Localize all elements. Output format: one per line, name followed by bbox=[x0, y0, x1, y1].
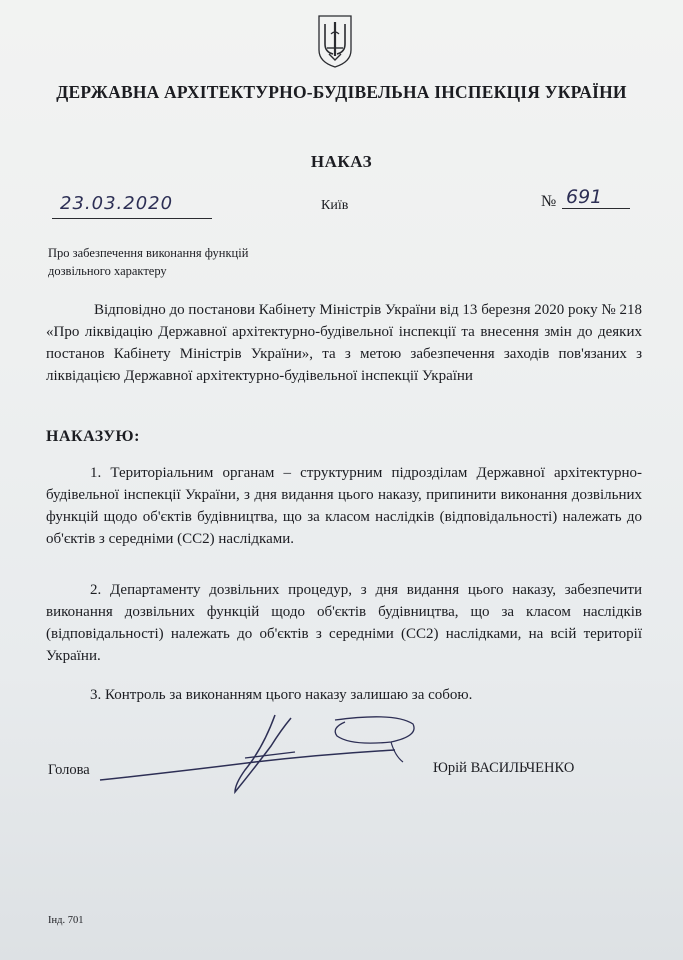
handwritten-signature bbox=[95, 700, 425, 800]
number-underline bbox=[562, 208, 630, 209]
document-city: Київ bbox=[321, 198, 349, 213]
document-date: 23.03.2020 bbox=[60, 193, 174, 214]
document-type: НАКАЗ bbox=[310, 152, 373, 171]
order-item-1: 1. Територіальним органам – структурним підрозділам Державної архітектурно-будівельної інспекції України, з дня видання цього наказу, припинити виконання дозвільних функцій щодо об'єктів будівництва, що за класом наслідків (відповідальності) належать до об'єктів з середніми (СС2) наслідками. bbox=[46, 465, 642, 547]
signatory-position: Голова bbox=[48, 762, 90, 778]
footer-index: Інд. 701 bbox=[48, 915, 84, 926]
signatory-name: Юрій ВАСИЛЬЧЕНКО bbox=[433, 760, 575, 776]
document-number: 691 bbox=[566, 186, 603, 208]
order-item-3: 3. Контроль за виконанням цього наказу залишаю за собою. bbox=[90, 687, 473, 703]
order-item-2: 2. Департаменту дозвільних процедур, з дня видання цього наказу, забезпечити виконання дозвільних функцій щодо об'єктів будівництва, що за класом наслідків (відповідальності) належать до об'єктів з середніми (СС2) наслідками, на всій території України. bbox=[46, 582, 642, 664]
decree-heading: НАКАЗУЮ: bbox=[46, 428, 140, 445]
number-label: № bbox=[541, 193, 557, 210]
document-subject: Про забезпечення виконання функцій дозвільного характеру bbox=[48, 246, 249, 278]
intro-paragraph: Відповідно до постанови Кабінету Міністрів України від 13 березня 2020 року № 218 «Про ліквідацію Державної архітектурно-будівельної інспекції та внесення змін до деяких постанов Кабінету Міністрів України», та з метою забезпечення заходів пов'язаних з ліквідацією Державної архітектурно-будівельної інспекції України bbox=[46, 302, 642, 384]
trident-icon bbox=[313, 10, 357, 70]
organization-title: ДЕРЖАВНА АРХІТЕКТУРНО-БУДІВЕЛЬНА ІНСПЕКЦІЯ УКРАЇНИ bbox=[56, 82, 627, 102]
